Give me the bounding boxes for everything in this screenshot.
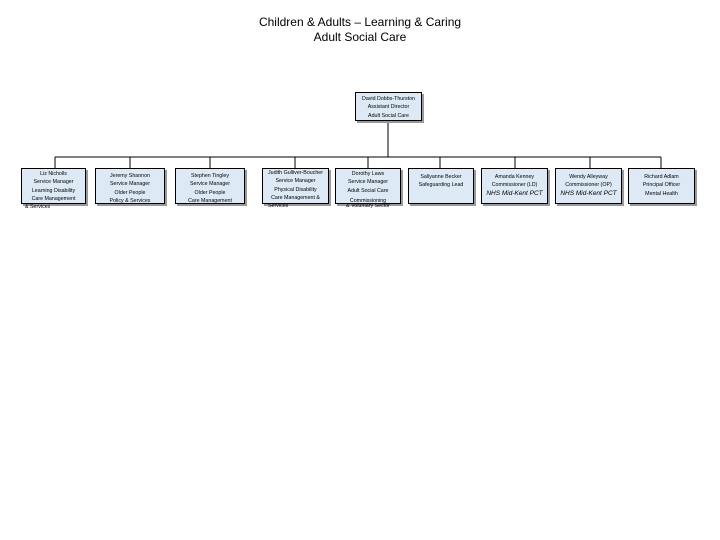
node-org: NHS Mid-Kent PCT [486, 189, 543, 197]
node-role: Service Manager [275, 178, 316, 185]
node-name: Wendy Alleyway [569, 174, 608, 180]
node-role: Service Manager [189, 181, 231, 188]
node-dept: Physical Disability [274, 186, 317, 193]
node-dept: Older People [114, 189, 146, 196]
chart-title: Children & Adults – Learning & Caring [258, 15, 462, 29]
node-org: NHS Mid-Kent PCT [560, 189, 617, 197]
org-node-judith-gulliver-boucher [262, 168, 329, 210]
node-dept: Mental Health [645, 190, 678, 197]
node-dept: Care Management [31, 195, 76, 202]
node-dept: Commissioning [349, 197, 387, 204]
node-dept: Care Management & [271, 194, 320, 201]
node-role: Service Manager [33, 179, 74, 186]
org-node-richard-adlam [628, 168, 695, 204]
node-role: Safeguarding Lead [418, 182, 464, 189]
node-name: Liz Nicholls [40, 171, 67, 177]
node-dept: Older People [194, 189, 226, 196]
node-dept: Services [268, 203, 289, 210]
node-role: Service Manager [109, 181, 151, 188]
org-node-assistant-director [355, 92, 422, 121]
org-node-sallyanne-becker [408, 168, 474, 204]
node-name: Dorothy Laws [351, 171, 385, 177]
org-node-jeremy-shannon [95, 168, 165, 204]
node-dept: Care Management [188, 197, 232, 204]
node-role: Commissioner (OP) [565, 182, 612, 189]
node-name: Stephen Tingley [191, 173, 229, 179]
org-node-amanda-kenney [481, 168, 548, 204]
node-name: David Dobbs-Thurston [362, 96, 415, 102]
node-role: Commissioner (LD) [491, 182, 538, 189]
node-role: Service Manager [347, 179, 389, 186]
org-node-dorothy-laws [335, 168, 401, 210]
org-node-stephen-tingley [175, 168, 245, 204]
node-name: Richard Adlam [644, 174, 679, 180]
node-role: Principal Officer [642, 182, 681, 189]
node-name: Sallyanne Becker [420, 174, 462, 180]
node-dept: & Services [25, 204, 51, 211]
node-role: Assistant Director [367, 104, 410, 111]
node-dept: Adult Social Care [347, 187, 389, 194]
node-name: Jeremy Shannon [109, 173, 151, 179]
org-node-liz-nicholls [21, 168, 86, 211]
node-dept: Policy & Services [109, 197, 151, 204]
node-dept: & Voluntary Sector [346, 203, 390, 210]
node-name: Judith Gulliver-Boucher [267, 170, 324, 176]
chart-subtitle: Adult Social Care [313, 30, 407, 44]
node-dept: Learning Disability [31, 187, 76, 194]
node-dept: Adult Social Care [368, 112, 409, 119]
org-node-wendy-alleyway [555, 168, 622, 204]
node-name: Amanda Kenney [494, 174, 535, 180]
